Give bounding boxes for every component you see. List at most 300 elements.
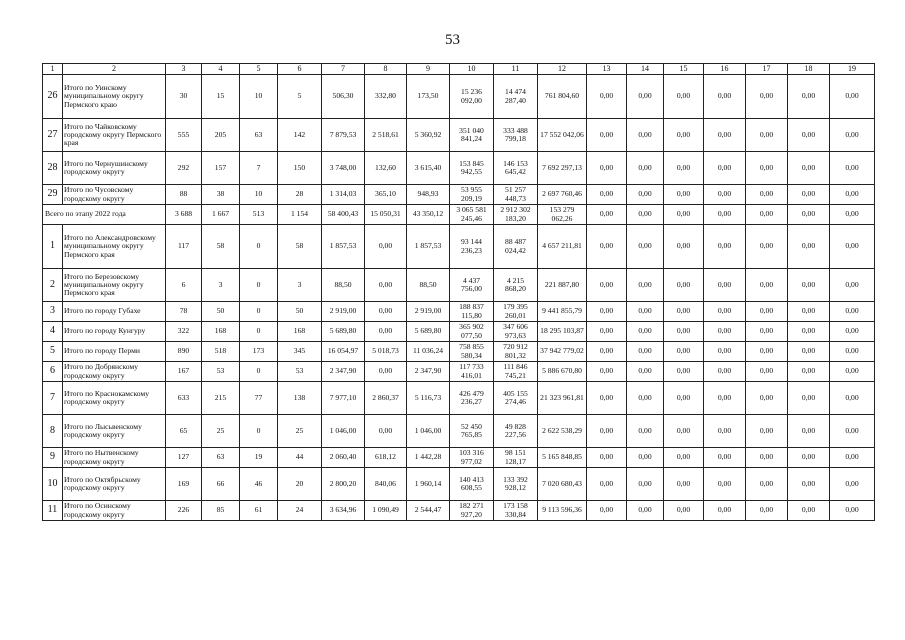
cell-col-3: 88 [166,185,202,205]
cell-col-5: 0 [240,322,278,342]
cell-col-4: 85 [202,501,240,521]
cell-col-14: 0,00 [627,119,664,152]
cell-col-16: 0,00 [704,302,746,322]
cell-col-7: 3 634,96 [322,501,365,521]
cell-col-9: 11 036,24 [407,342,450,362]
row-name: Итого по городу Губахе [63,302,166,322]
row-name: Итого по Октябрьскому городскому округу [63,468,166,501]
cell-col-10: 53 955 209,19 [450,185,494,205]
cell-col-5: 0 [240,415,278,448]
table-row [43,342,875,362]
cell-col-16: 0,00 [704,342,746,362]
cell-col-3: 890 [166,342,202,362]
cell-col-14: 0,00 [627,269,664,302]
cell-col-14: 0,00 [627,501,664,521]
row-number: 10 [43,468,63,501]
cell-col-15: 0,00 [664,501,704,521]
cell-col-13: 0,00 [587,448,627,468]
row-name: Итого по городу Перми [63,342,166,362]
cell-col-15: 0,00 [664,269,704,302]
cell-col-5: 19 [240,448,278,468]
cell-col-7: 5 689,80 [322,322,365,342]
cell-col-4: 205 [202,119,240,152]
cell-col-6: 25 [278,415,322,448]
cell-col-9: 5 360,92 [407,119,450,152]
cell-col-9: 5 116,73 [407,382,450,415]
header-cell-10: 10 [450,64,494,75]
cell-col-13: 0,00 [587,362,627,382]
cell-col-3: 6 [166,269,202,302]
cell-col-3: 30 [166,75,202,119]
cell-col-11: 51 257 448,73 [494,185,538,205]
header-cell-2: 2 [63,64,166,75]
cell-col-4: 53 [202,362,240,382]
cell-col-17: 0,00 [746,362,788,382]
cell-col-11: 88 487 024,42 [494,225,538,269]
cell-col-4: 518 [202,342,240,362]
cell-col-13: 0,00 [587,468,627,501]
cell-col-4: 50 [202,302,240,322]
cell-col-15: 0,00 [664,362,704,382]
row-number: 3 [43,302,63,322]
cell-col-11: 111 846 745,21 [494,362,538,382]
cell-col-13: 0,00 [587,342,627,362]
cell-col-14: 0,00 [627,205,664,225]
cell-col-9: 43 350,12 [407,205,450,225]
cell-col-5: 61 [240,501,278,521]
row-name: Итого по Чернушинскому городскому округу [63,152,166,185]
cell-col-17: 0,00 [746,501,788,521]
cell-col-18: 0,00 [788,415,830,448]
header-cell-7: 7 [322,64,365,75]
cell-col-13: 0,00 [587,501,627,521]
cell-col-15: 0,00 [664,322,704,342]
cell-col-10: 103 316 977,02 [450,448,494,468]
header-cell-11: 11 [494,64,538,75]
cell-col-6: 168 [278,322,322,342]
cell-col-9: 948,93 [407,185,450,205]
cell-col-18: 0,00 [788,302,830,322]
cell-col-17: 0,00 [746,75,788,119]
cell-col-12: 21 323 961,81 [538,382,587,415]
cell-col-5: 10 [240,75,278,119]
cell-col-17: 0,00 [746,382,788,415]
cell-col-5: 63 [240,119,278,152]
header-cell-12: 12 [538,64,587,75]
cell-col-10: 4 437 756,00 [450,269,494,302]
cell-col-9: 1 442,28 [407,448,450,468]
cell-col-14: 0,00 [627,302,664,322]
cell-col-7: 1 857,53 [322,225,365,269]
row-number: 4 [43,322,63,342]
cell-col-8: 132,60 [365,152,407,185]
cell-col-10: 140 413 608,55 [450,468,494,501]
cell-col-4: 215 [202,382,240,415]
cell-col-13: 0,00 [587,382,627,415]
cell-col-6: 20 [278,468,322,501]
row-name: Итого по Уинскому муниципальному округу Пермского краю [63,75,166,119]
cell-col-19: 0,00 [830,152,875,185]
cell-col-12: 221 887,80 [538,269,587,302]
cell-col-16: 0,00 [704,415,746,448]
cell-col-19: 0,00 [830,225,875,269]
header-cell-13: 13 [587,64,627,75]
cell-col-8: 0,00 [365,415,407,448]
cell-col-4: 1 667 [202,205,240,225]
cell-col-16: 0,00 [704,205,746,225]
cell-col-12: 9 441 855,79 [538,302,587,322]
cell-col-19: 0,00 [830,362,875,382]
cell-col-14: 0,00 [627,152,664,185]
cell-col-5: 0 [240,302,278,322]
table-row [43,362,875,382]
cell-col-10: 188 837 115,80 [450,302,494,322]
row-name: Итого по Александровскому муниципальному округу Пермского края [63,225,166,269]
cell-col-10: 351 040 841,24 [450,119,494,152]
cell-col-4: 168 [202,322,240,342]
cell-col-19: 0,00 [830,119,875,152]
cell-col-14: 0,00 [627,468,664,501]
cell-col-14: 0,00 [627,362,664,382]
cell-col-8: 5 018,73 [365,342,407,362]
cell-col-8: 365,10 [365,185,407,205]
cell-col-8: 0,00 [365,322,407,342]
cell-col-15: 0,00 [664,415,704,448]
cell-col-4: 25 [202,415,240,448]
cell-col-5: 0 [240,225,278,269]
cell-col-12: 5 165 848,85 [538,448,587,468]
cell-col-9: 88,50 [407,269,450,302]
row-name: Итого по Нытвенскому городскому округу [63,448,166,468]
cell-col-18: 0,00 [788,362,830,382]
cell-col-18: 0,00 [788,119,830,152]
cell-col-12: 2 697 760,46 [538,185,587,205]
cell-col-4: 66 [202,468,240,501]
cell-col-6: 3 [278,269,322,302]
cell-col-7: 2 060,40 [322,448,365,468]
cell-col-3: 633 [166,382,202,415]
cell-col-16: 0,00 [704,152,746,185]
cell-col-8: 15 050,31 [365,205,407,225]
cell-col-10: 3 065 581 245,46 [450,205,494,225]
cell-col-5: 173 [240,342,278,362]
cell-col-3: 322 [166,322,202,342]
cell-col-16: 0,00 [704,382,746,415]
cell-col-15: 0,00 [664,152,704,185]
cell-col-18: 0,00 [788,152,830,185]
cell-col-12: 7 020 680,43 [538,468,587,501]
cell-col-3: 226 [166,501,202,521]
cell-col-6: 142 [278,119,322,152]
cell-col-3: 167 [166,362,202,382]
cell-col-12: 17 552 042,06 [538,119,587,152]
cell-col-15: 0,00 [664,448,704,468]
header-cell-3: 3 [166,64,202,75]
cell-col-10: 93 144 236,23 [450,225,494,269]
cell-col-17: 0,00 [746,448,788,468]
cell-col-3: 65 [166,415,202,448]
cell-col-6: 50 [278,302,322,322]
cell-col-11: 179 395 260,01 [494,302,538,322]
cell-col-7: 1 046,00 [322,415,365,448]
cell-col-17: 0,00 [746,342,788,362]
cell-col-19: 0,00 [830,382,875,415]
cell-col-19: 0,00 [830,205,875,225]
cell-col-17: 0,00 [746,269,788,302]
cell-col-19: 0,00 [830,468,875,501]
cell-col-14: 0,00 [627,185,664,205]
cell-col-11: 98 151 128,17 [494,448,538,468]
cell-col-10: 426 479 236,27 [450,382,494,415]
cell-col-12: 37 942 779,02 [538,342,587,362]
cell-col-13: 0,00 [587,225,627,269]
cell-col-15: 0,00 [664,75,704,119]
cell-col-7: 58 400,43 [322,205,365,225]
cell-col-11: 333 488 799,18 [494,119,538,152]
cell-col-17: 0,00 [746,225,788,269]
cell-col-16: 0,00 [704,322,746,342]
cell-col-18: 0,00 [788,75,830,119]
cell-col-10: 117 733 416,01 [450,362,494,382]
cell-col-19: 0,00 [830,501,875,521]
cell-col-18: 0,00 [788,269,830,302]
row-number: 26 [43,75,63,119]
cell-col-16: 0,00 [704,119,746,152]
table-row [43,468,875,501]
header-cell-16: 16 [704,64,746,75]
cell-col-7: 7 879,53 [322,119,365,152]
cell-col-13: 0,00 [587,322,627,342]
cell-col-18: 0,00 [788,185,830,205]
cell-col-17: 0,00 [746,415,788,448]
row-number: 28 [43,152,63,185]
cell-col-19: 0,00 [830,75,875,119]
cell-col-18: 0,00 [788,468,830,501]
table-row [43,322,875,342]
cell-col-16: 0,00 [704,468,746,501]
cell-col-6: 44 [278,448,322,468]
cell-col-16: 0,00 [704,448,746,468]
row-name: Итого по Чайковскому городскому округу Пермского края [63,119,166,152]
row-name: Итого по Березовскому муниципальному округу Пермского края [63,269,166,302]
cell-col-3: 78 [166,302,202,322]
cell-col-18: 0,00 [788,342,830,362]
cell-col-17: 0,00 [746,119,788,152]
header-cell-8: 8 [365,64,407,75]
cell-col-10: 182 271 927,20 [450,501,494,521]
cell-col-12: 761 804,60 [538,75,587,119]
cell-col-11: 173 158 330,84 [494,501,538,521]
cell-col-15: 0,00 [664,119,704,152]
cell-col-6: 150 [278,152,322,185]
cell-col-14: 0,00 [627,322,664,342]
cell-col-7: 88,50 [322,269,365,302]
cell-col-7: 1 314,03 [322,185,365,205]
cell-col-5: 7 [240,152,278,185]
cell-col-3: 555 [166,119,202,152]
cell-col-16: 0,00 [704,225,746,269]
cell-col-18: 0,00 [788,382,830,415]
cell-col-14: 0,00 [627,225,664,269]
cell-col-10: 153 845 942,55 [450,152,494,185]
cell-col-11: 146 153 645,42 [494,152,538,185]
cell-col-17: 0,00 [746,205,788,225]
cell-col-15: 0,00 [664,185,704,205]
header-cell-6: 6 [278,64,322,75]
cell-col-8: 1 090,49 [365,501,407,521]
cell-col-9: 3 615,40 [407,152,450,185]
cell-col-11: 133 392 928,12 [494,468,538,501]
cell-col-9: 2 544,47 [407,501,450,521]
cell-col-15: 0,00 [664,382,704,415]
data-table [42,63,875,521]
cell-col-15: 0,00 [664,342,704,362]
table-body [43,64,875,521]
cell-col-4: 38 [202,185,240,205]
cell-col-4: 15 [202,75,240,119]
cell-col-18: 0,00 [788,225,830,269]
cell-col-9: 1 960,14 [407,468,450,501]
cell-col-12: 4 657 211,81 [538,225,587,269]
cell-col-4: 63 [202,448,240,468]
cell-col-13: 0,00 [587,185,627,205]
cell-col-8: 0,00 [365,269,407,302]
cell-col-11: 14 474 287,40 [494,75,538,119]
cell-col-9: 2 919,00 [407,302,450,322]
cell-col-11: 2 912 302 183,20 [494,205,538,225]
header-cell-19: 19 [830,64,875,75]
header-cell-18: 18 [788,64,830,75]
cell-col-13: 0,00 [587,415,627,448]
cell-col-7: 3 748,00 [322,152,365,185]
row-number: 6 [43,362,63,382]
cell-col-6: 28 [278,185,322,205]
row-number: 29 [43,185,63,205]
cell-col-3: 292 [166,152,202,185]
cell-col-7: 16 054,97 [322,342,365,362]
cell-col-12: 2 622 538,29 [538,415,587,448]
row-number: 11 [43,501,63,521]
cell-col-5: 0 [240,362,278,382]
cell-col-11: 405 155 274,46 [494,382,538,415]
cell-col-15: 0,00 [664,205,704,225]
row-name: Итого по Чусовскому городскому округу [63,185,166,205]
cell-col-13: 0,00 [587,205,627,225]
cell-col-11: 4 215 868,20 [494,269,538,302]
cell-col-19: 0,00 [830,322,875,342]
cell-col-13: 0,00 [587,75,627,119]
table-row [43,382,875,415]
cell-col-4: 3 [202,269,240,302]
cell-col-9: 173,50 [407,75,450,119]
cell-col-18: 0,00 [788,448,830,468]
cell-col-6: 53 [278,362,322,382]
cell-col-14: 0,00 [627,75,664,119]
cell-col-11: 720 912 801,32 [494,342,538,362]
cell-col-7: 506,30 [322,75,365,119]
cell-col-7: 2 347,90 [322,362,365,382]
cell-col-12: 7 692 297,13 [538,152,587,185]
total-label: Всего по этапу 2022 года [43,205,166,225]
cell-col-8: 618,12 [365,448,407,468]
cell-col-19: 0,00 [830,415,875,448]
table-row [43,75,875,119]
cell-col-8: 2 518,61 [365,119,407,152]
table-row [43,302,875,322]
cell-col-5: 77 [240,382,278,415]
cell-col-9: 2 347,90 [407,362,450,382]
header-cell-17: 17 [746,64,788,75]
cell-col-11: 49 828 227,56 [494,415,538,448]
cell-col-12: 18 295 103,87 [538,322,587,342]
cell-col-5: 10 [240,185,278,205]
cell-col-6: 24 [278,501,322,521]
table-row [43,269,875,302]
header-cell-4: 4 [202,64,240,75]
row-number: 7 [43,382,63,415]
cell-col-10: 52 450 765,85 [450,415,494,448]
cell-col-9: 1 857,53 [407,225,450,269]
cell-col-6: 345 [278,342,322,362]
cell-col-19: 0,00 [830,302,875,322]
row-name: Итого по Добрянскому городскому округу [63,362,166,382]
cell-col-10: 758 855 580,34 [450,342,494,362]
cell-col-19: 0,00 [830,448,875,468]
cell-col-5: 513 [240,205,278,225]
row-number: 2 [43,269,63,302]
cell-col-16: 0,00 [704,362,746,382]
cell-col-4: 157 [202,152,240,185]
cell-col-6: 1 154 [278,205,322,225]
cell-col-9: 1 046,00 [407,415,450,448]
table-row [43,225,875,269]
cell-col-6: 138 [278,382,322,415]
cell-col-8: 0,00 [365,362,407,382]
cell-col-12: 9 113 596,36 [538,501,587,521]
row-name: Итого по Лысьвенскому городскому округу [63,415,166,448]
cell-col-8: 0,00 [365,302,407,322]
cell-col-14: 0,00 [627,382,664,415]
cell-col-18: 0,00 [788,501,830,521]
cell-col-16: 0,00 [704,269,746,302]
cell-col-17: 0,00 [746,185,788,205]
table-row [43,152,875,185]
cell-col-18: 0,00 [788,205,830,225]
cell-col-15: 0,00 [664,468,704,501]
header-cell-14: 14 [627,64,664,75]
cell-col-15: 0,00 [664,225,704,269]
cell-col-14: 0,00 [627,415,664,448]
cell-col-17: 0,00 [746,468,788,501]
row-name: Итого по Осинскому городскому округу [63,501,166,521]
header-cell-9: 9 [407,64,450,75]
cell-col-17: 0,00 [746,302,788,322]
cell-col-6: 5 [278,75,322,119]
header-cell-15: 15 [664,64,704,75]
cell-col-3: 117 [166,225,202,269]
cell-col-13: 0,00 [587,119,627,152]
cell-col-14: 0,00 [627,342,664,362]
cell-col-11: 347 606 973,63 [494,322,538,342]
cell-col-7: 7 977,10 [322,382,365,415]
table-row [43,185,875,205]
cell-col-17: 0,00 [746,322,788,342]
cell-col-8: 2 860,37 [365,382,407,415]
cell-col-13: 0,00 [587,152,627,185]
cell-col-7: 2 919,00 [322,302,365,322]
table-row [43,415,875,448]
table-header-row [43,64,875,75]
